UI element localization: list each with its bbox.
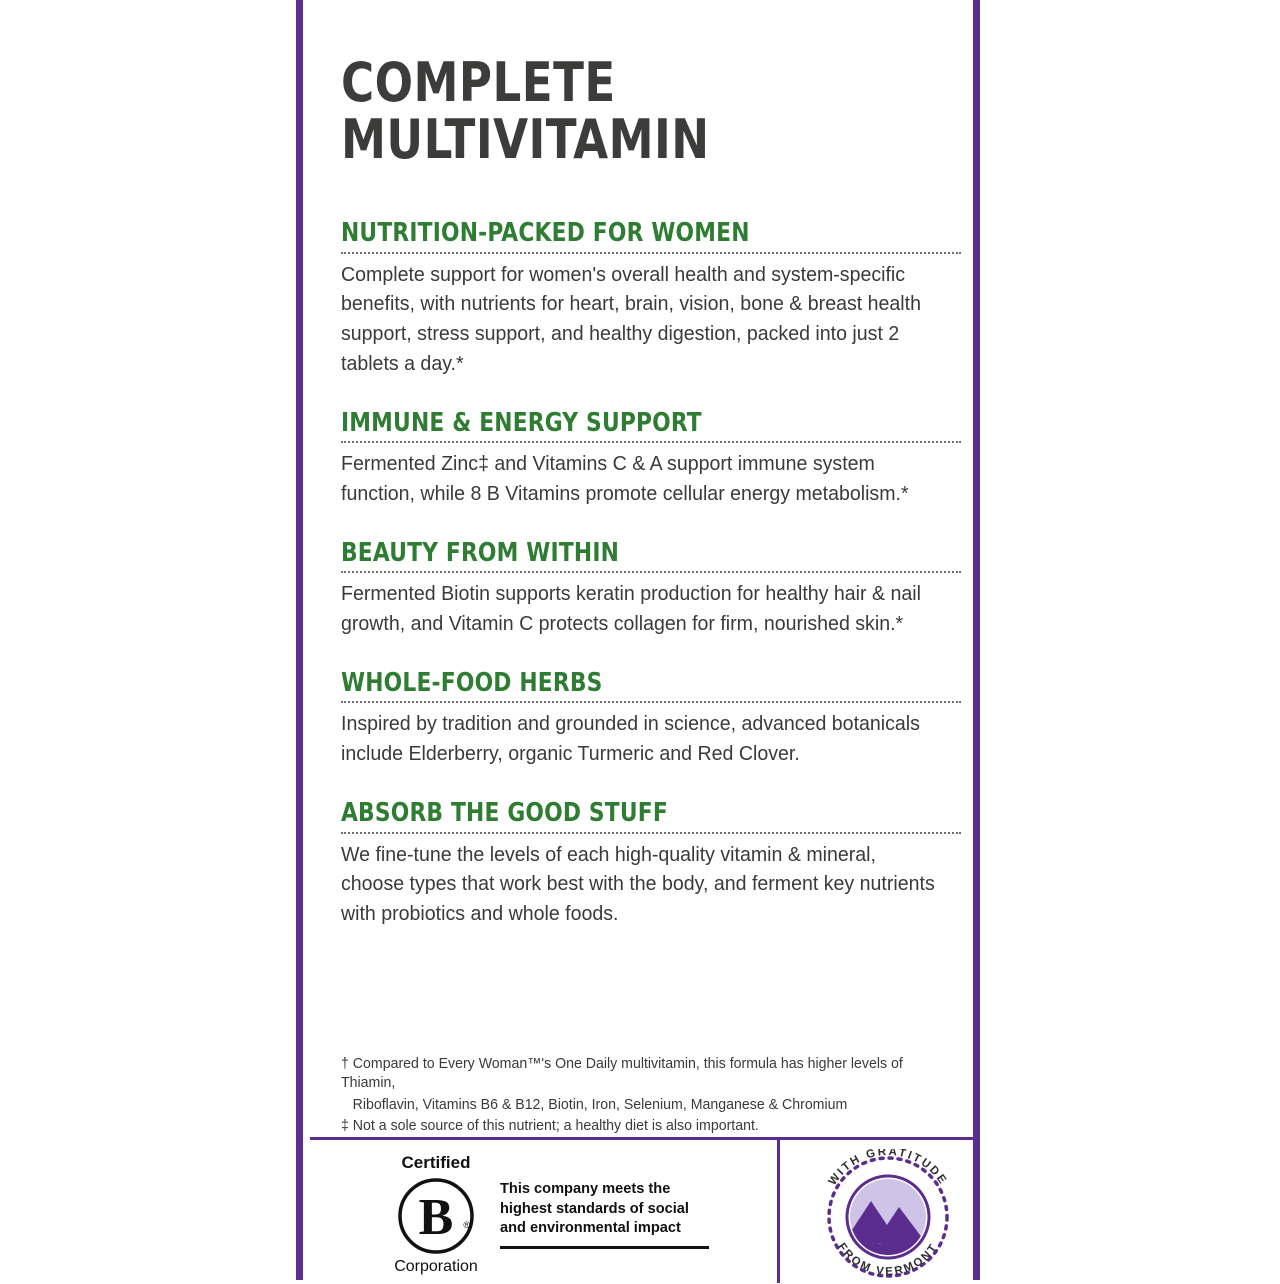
section-body: Fermented Zinc‡ and Vitamins C & A support immune system function, while 8 B Vitamins promote cellular energy metabolism.* [341,453,909,505]
spacer [341,649,961,669]
spacer [341,519,961,539]
dotted-divider [341,441,961,443]
title-line-2: MULTIVITAMIN [341,107,710,171]
section-body: Fermented Biotin supports keratin production for healthy hair & nail growth, and Vitamin C protects collagen for firm, nourished skin.* [341,583,921,636]
label-inner-area [310,7,966,1279]
footnote-dagger-line-2: Riboflavin, Vitamins B6 & B12, Biotin, Iron, Selenium, Manganese & Chromium [352,1096,848,1113]
section-body: Complete support for women's overall health and system-specific benefits, with nutrients for heart, brain, vision, bone & breast health support, stress support, and healthy digestion, packed into just 2 tablets a day.* [341,263,921,375]
section-heading: NUTRITION-PACKED FOR WOMEN [341,218,750,248]
certification-divider [777,1140,780,1283]
dotted-divider [341,571,961,573]
dotted-divider [341,252,961,254]
registered-mark: ® [463,1220,470,1230]
benefit-sections [341,219,961,939]
bcorp-certified-label: Certified [401,1153,471,1172]
section-heading: WHOLE-FOOD HERBS [341,667,603,698]
section-heading: BEAUTY FROM WITHIN [341,537,620,568]
svg-text:WITH GRATITUDE: WITH GRATITUDE [826,1149,950,1188]
bcorp-statement-line-3: and environmental impact [500,1220,681,1237]
section-absorb-the-good-stuff [341,799,961,930]
footnote-double-dagger: ‡ Not a sole source of this nutrient; a healthy diet is also important. [341,1118,759,1135]
title-line-1: COMPLETE [341,51,616,114]
section-heading: IMMUNE & ENERGY SUPPORT [341,407,702,438]
dotted-divider [341,701,961,703]
vermont-gratitude-seal [803,1149,973,1279]
section-heading: ABSORB THE GOOD STUFF [341,798,668,828]
section-beauty-from-within [341,539,961,640]
bcorp-statement [500,1180,715,1239]
bcorp-statement-underline [500,1246,709,1249]
spacer [341,389,961,409]
svg-text:FROM VERMONT: FROM VERMONT [835,1241,941,1279]
page-title [341,51,961,171]
certification-strip [310,1137,980,1283]
footnotes [341,1055,947,1139]
bcorp-statement-line-2: highest standards of social [500,1200,689,1217]
section-body: Inspired by tradition and grounded in science, advanced botanicals include Elderberry, organic Turmeric and Red Clover. [341,713,920,766]
bcorp-corporation-label: Corporation [394,1258,478,1275]
section-whole-food-herbs [341,669,961,770]
section-nutrition-packed-for-women [341,219,961,380]
section-immune-energy-support [341,409,961,510]
svg-text:B: B [418,1189,454,1246]
product-label-panel [296,0,980,1280]
bcorp-logo [376,1154,496,1275]
spacer [341,779,961,799]
bcorp-statement-line-1: This company meets the [500,1181,671,1197]
dotted-divider [341,832,961,834]
bcorp-b-icon [396,1176,476,1256]
section-body: We fine-tune the levels of each high-quality vitamin & mineral, choose types that work best with the body, and ferment key nutrients with probiotics and whole foods. [341,843,935,926]
footnote-dagger-line-1: † Compared to Every Woman™'s One Daily multivitamin, this formula has higher levels of Thiamin, [341,1056,903,1092]
